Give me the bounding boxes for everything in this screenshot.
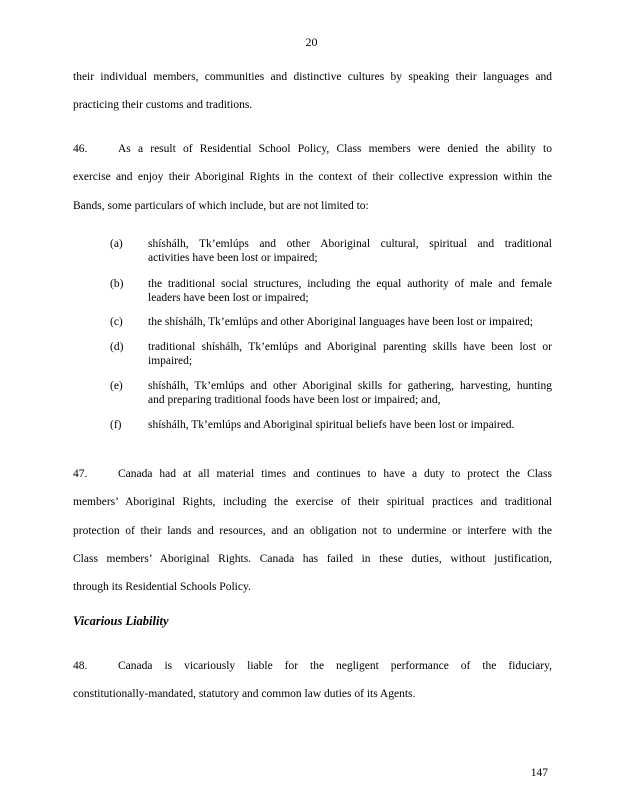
list-item-line: traditional shíshálh, Tk’emlúps and Aboriginal parenting skills have been lost or	[148, 341, 552, 353]
paragraph-line: As a result of Residential School Policy, Class members were denied the ability to	[118, 143, 552, 155]
paragraph-line: their individual members, communities and distinctive cultures by speaking their languages and	[73, 71, 552, 83]
list-item-label: (c)	[110, 316, 123, 328]
paragraph-number: 48.	[73, 660, 88, 672]
list-item-line: and preparing traditional foods have been lost or impaired; and,	[148, 394, 441, 406]
paragraph-line: Canada had at all material times and continues to have a duty to protect the Class	[118, 468, 552, 480]
paragraph-line: practicing their customs and traditions.	[73, 99, 253, 112]
list-item-line: the shíshálh, Tk’emlúps and other Aboriginal languages have been lost or impaired;	[148, 316, 533, 328]
page-number-header: 20	[305, 35, 318, 49]
list-item-line: activities have been lost or impaired;	[148, 252, 318, 264]
paragraph-48	[73, 652, 552, 709]
list-item-c	[110, 315, 552, 329]
list-item-f	[110, 418, 552, 432]
paragraph-number: 47.	[73, 468, 88, 480]
paragraph-line: Bands, some particulars of which include, but are not limited to:	[73, 199, 369, 212]
list-item-line: leaders have been lost or impaired;	[148, 292, 309, 304]
list-item-line: shíshálh, Tk’emlúps and other Aboriginal skills for gathering, harvesting, hunting	[148, 380, 552, 392]
list-item-b	[110, 277, 552, 305]
paragraph-line: protection of their lands and resources, and an obligation not to undermine or interfere with the	[73, 524, 552, 537]
list-item-line: shíshálh, Tk’emlúps and other Aboriginal cultural, spiritual and traditional	[148, 238, 552, 250]
paragraph-47	[73, 460, 552, 602]
paragraph-line: through its Residential Schools Policy.	[73, 581, 251, 594]
list-item-e	[110, 379, 552, 407]
list-item-label: (a)	[110, 238, 123, 250]
paragraph-line: constitutionally-mandated, statutory and common law duties of its Agents.	[73, 688, 416, 701]
list-item-a	[110, 237, 552, 265]
paragraph-46	[73, 135, 552, 220]
continued-paragraph	[73, 63, 552, 120]
section-heading-vicarious-liability: Vicarious Liability	[73, 614, 169, 628]
paragraph-line: members’ Aboriginal Rights, including the exercise of their spiritual practices and traditional	[73, 496, 552, 509]
list-item-label: (b)	[110, 278, 124, 290]
page-number-footer: 147	[530, 767, 548, 779]
paragraph-line: exercise and enjoy their Aboriginal Rights in the context of their collective expression within the	[73, 171, 552, 184]
paragraph-number: 46.	[73, 143, 88, 155]
list-item-label: (e)	[110, 380, 123, 392]
list-item-line: impaired;	[148, 355, 193, 367]
list-item-label: (f)	[110, 419, 122, 431]
list-item-line: the traditional social structures, including the equal authority of male and female	[148, 278, 552, 290]
paragraph-line: Canada is vicariously liable for the negligent performance of the fiduciary,	[118, 660, 552, 672]
list-item-line: shíshálh, Tk’emlúps and Aboriginal spiritual beliefs have been lost or impaired.	[148, 419, 515, 431]
list-item-d	[110, 340, 552, 368]
paragraph-line: Class members’ Aboriginal Rights. Canada has failed in these duties, without justification,	[73, 552, 552, 565]
list-item-label: (d)	[110, 341, 124, 353]
